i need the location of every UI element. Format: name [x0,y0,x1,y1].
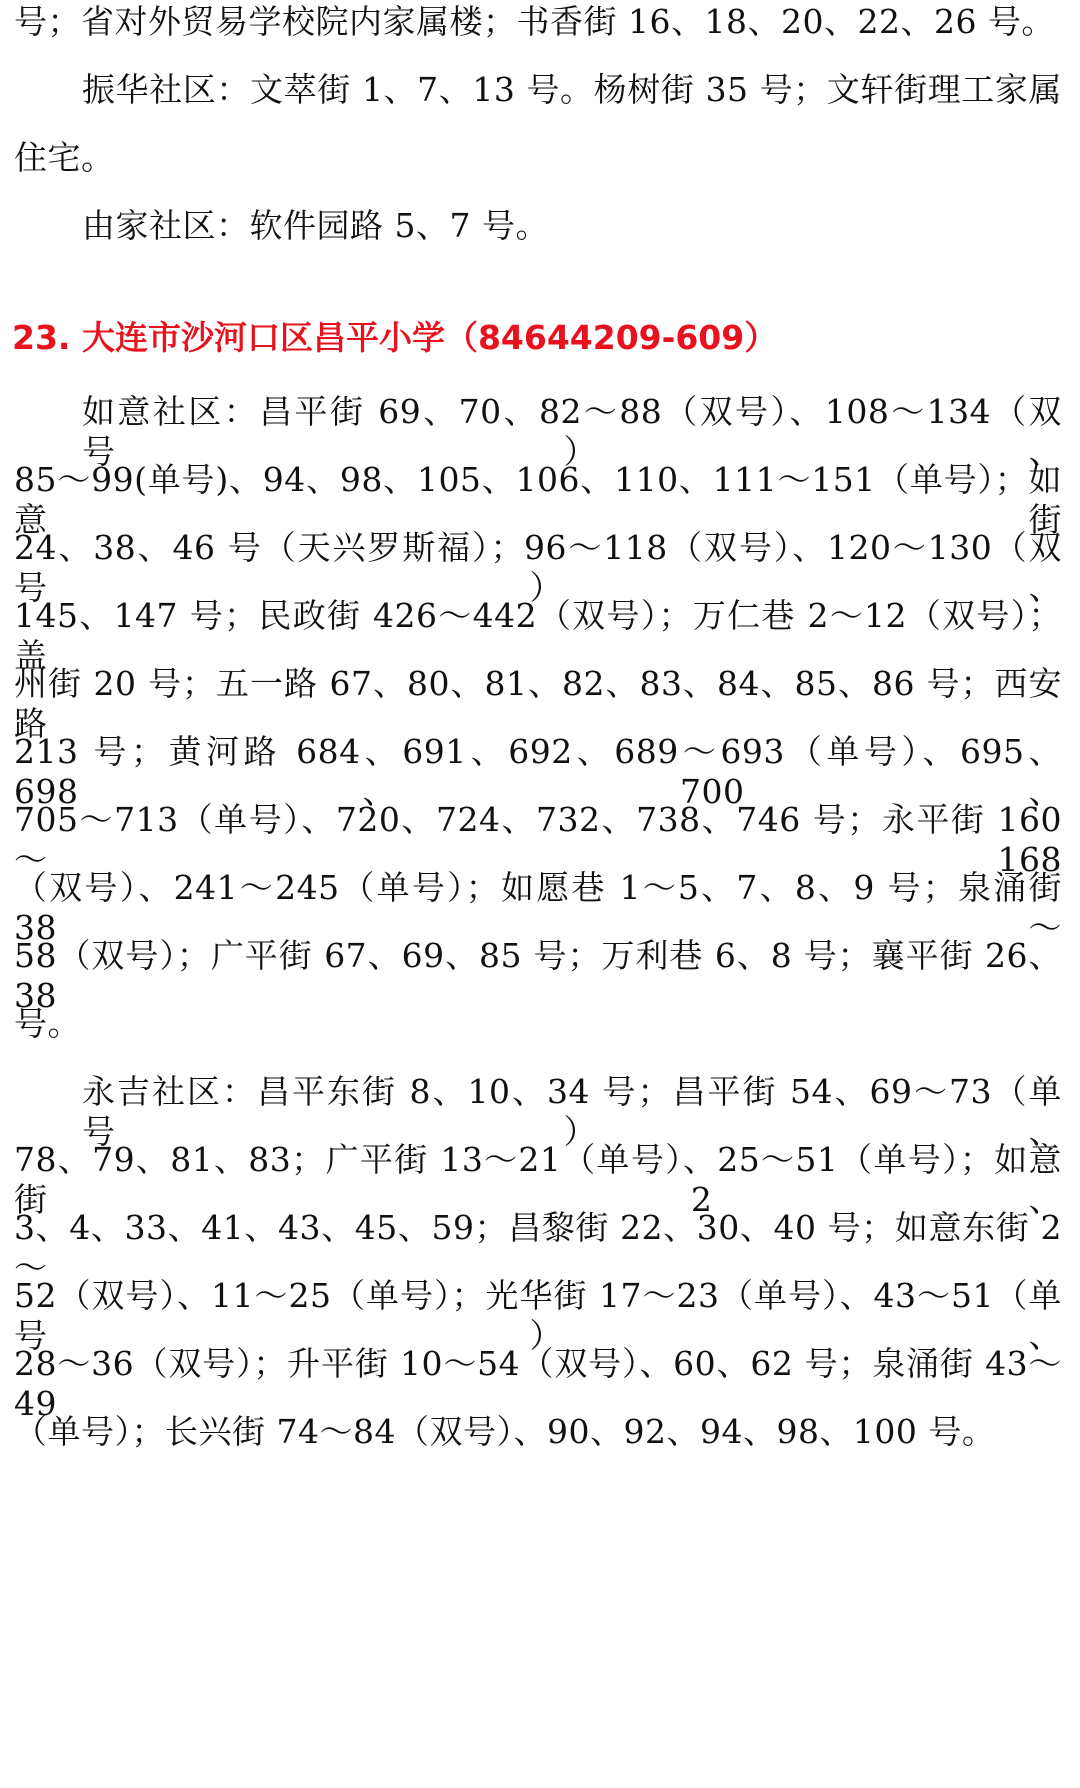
text-line-16: 78、79、81、83；广平街 13～21（单号）、25～51（单号）；如意街 2、 [14,1140,1062,1219]
text-line-14: 号。 [14,1004,81,1043]
text-line-6: 85～99(单号)、94、98、105、106、110、111～151（单号）；如意街 [14,460,1062,539]
text-line-17: 3、4、33、41、43、45、59；昌黎街 22、30、40 号；如意东街 2～ [14,1208,1062,1287]
text-line-9: 州街 20 号；五一路 67、80、81、82、83、84、85、86 号；西安路 [14,664,1062,743]
text-line-8: 145、147 号；民政街 426～442（双号）；万仁巷 2～12（双号）；盖 [14,596,1062,675]
text-line-3: 住宅。 [14,138,115,177]
text-line-2: 振华社区：文萃街 1、7、13 号。杨树街 35 号；文轩街理工家属 [82,70,1062,109]
text-line-13: 58（双号）；广平街 67、69、85 号；万利巷 6、8 号；襄平街 26、38 [14,936,1062,1015]
text-line-15: 永吉社区：昌平东街 8、10、34 号；昌平街 54、69～73（单号）、 [82,1072,1062,1151]
text-line-1: 号；省对外贸易学校院内家属楼；书香街 16、18、20、22、26 号。 [14,2,1055,41]
text-line-11: 705～713（单号）、720、724、732、738、746 号；永平街 160～168 [14,800,1062,879]
text-line-12: （双号）、241～245（单号）；如愿巷 1～5、7、8、9 号；泉涌街 38～ [14,868,1062,947]
text-line-20: （单号）；长兴街 74～84（双号）、90、92、94、98、100 号。 [14,1412,996,1451]
section-heading-23: 23. 大连市沙河口区昌平小学（84644209-609） [12,318,778,357]
text-line-4: 由家社区：软件园路 5、7 号。 [82,206,549,245]
text-line-5: 如意社区：昌平街 69、70、82～88（双号）、108～134（双号）、 [82,392,1062,471]
text-line-7: 24、38、46 号（天兴罗斯福）；96～118（双号）、120～130（双号）、 [14,528,1062,607]
text-line-10: 213 号；黄河路 684、691、692、689～693（单号）、695、698、700、 [14,732,1062,811]
text-line-19: 28～36（双号）；升平街 10～54（双号）、60、62 号；泉涌街 43～49 [14,1344,1062,1423]
text-line-18: 52（双号）、11～25（单号）；光华街 17～23（单号）、43～51（单号）、 [14,1276,1062,1355]
